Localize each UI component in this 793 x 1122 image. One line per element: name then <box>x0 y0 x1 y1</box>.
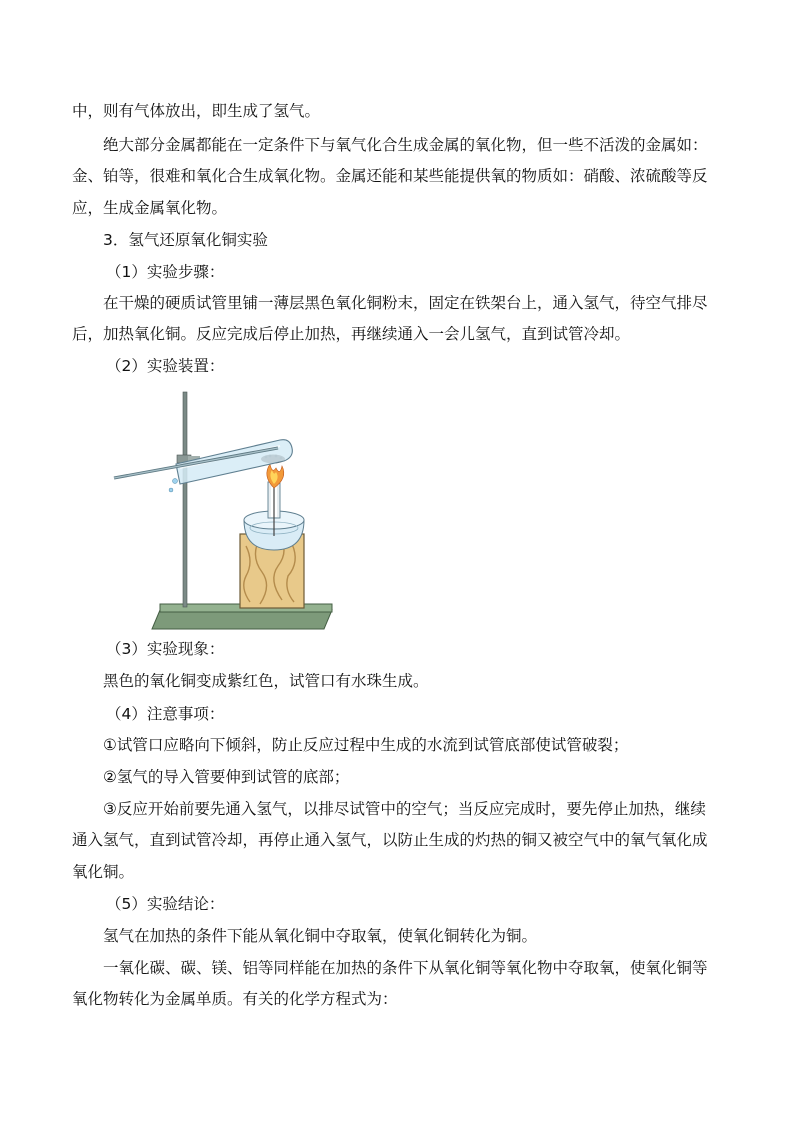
paragraph-line: ①试管口应略向下倾斜，防止反应过程中生成的水流到试管底部使试管破裂； <box>103 736 629 754</box>
subsection-heading: （4）注意事项： <box>106 705 225 723</box>
paragraph-line: 氢气在加热的条件下能从氧化铜中夺取氧，使氧化铜转化为铜。 <box>103 927 538 945</box>
paragraph-line: ③反应开始前要先通入氢气，以排尽试管中的空气；当反应完成时，要先停止加热，继续 <box>103 800 706 818</box>
paragraph-line: ②氢气的导入管要伸到试管的底部； <box>103 768 350 786</box>
subsection-heading: （2）实验装置： <box>106 357 225 375</box>
paragraph-line: 在干燥的硬质试管里铺一薄层黑色氧化铜粉末，固定在铁架台上，通入氢气，待空气排尽 <box>103 294 708 312</box>
hydrogen-reduction-apparatus-icon <box>110 386 336 632</box>
paragraph-line: 后，加热氧化铜。反应完成后停止加热，再继续通入一会儿氢气，直到试管冷却。 <box>72 325 631 343</box>
paragraph-line: 绝大部分金属都能在一定条件下与氧气化合生成金属的氧化物，但一些不活泼的金属如： <box>103 136 708 154</box>
paragraph-line: 氧化物转化为金属单质。有关的化学方程式为： <box>72 990 398 1008</box>
subsection-heading: （5）实验结论： <box>106 895 225 913</box>
paragraph-line: 氧化铜。 <box>72 863 135 881</box>
subsection-heading: （1）实验步骤： <box>106 263 225 281</box>
paragraph-line: 金、铂等，很难和氧化合生成氧化物。金属还能和某些能提供氧的物质如：硝酸、浓硫酸等反 <box>72 167 708 185</box>
paragraph-line: 一氧化碳、碳、镁、铝等同样能在加热的条件下从氧化铜等氧化物中夺取氧，使氧化铜等 <box>103 959 708 977</box>
paragraph-line: 应，生成金属氧化物。 <box>72 199 228 217</box>
subsection-heading: （3）实验现象： <box>106 640 225 658</box>
paragraph-line: 通入氢气，直到试管冷却，再停止通入氢气，以防止生成的灼热的铜又被空气中的氧气氧化成 <box>72 831 708 849</box>
section-heading: 3．氢气还原氧化铜实验 <box>103 231 268 249</box>
paragraph-line: 黑色的氧化铜变成紫红色，试管口有水珠生成。 <box>103 672 429 690</box>
paragraph-line: 中，则有气体放出，即生成了氢气。 <box>72 102 321 120</box>
